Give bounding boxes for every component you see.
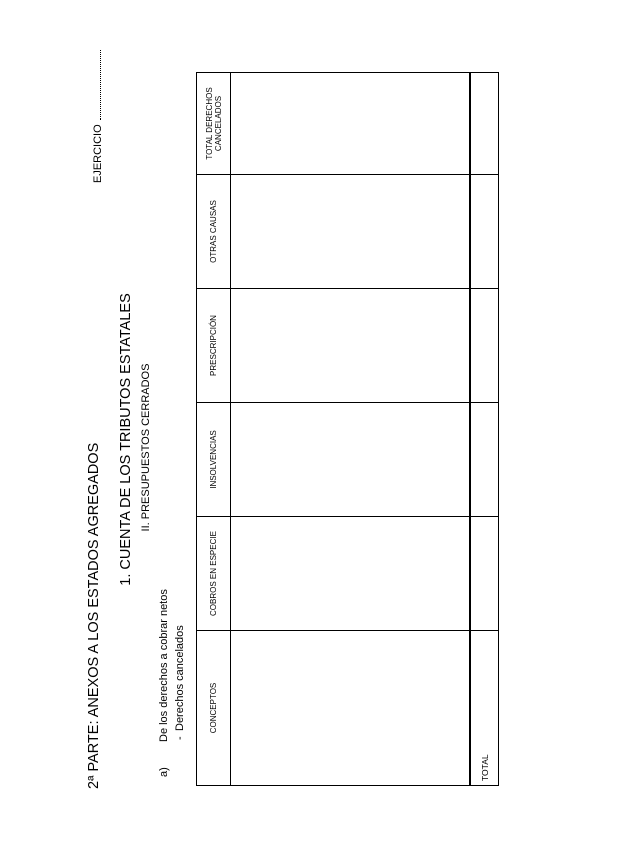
table-body-row xyxy=(231,73,471,786)
column-header-insolvencias: INSOLVENCIAS xyxy=(197,403,231,517)
total-derechos-cancelados-cell[interactable] xyxy=(231,73,471,175)
column-header-total-derechos-cancelados: TOTAL DERECHOS CANCELADOS xyxy=(197,73,231,175)
bullet-dash: - xyxy=(174,736,186,740)
column-header-otras-causas: OTRAS CAUSAS xyxy=(197,175,231,289)
total-total-derechos-cell[interactable] xyxy=(470,73,499,175)
total-label: TOTAL xyxy=(470,631,499,786)
page-subtitle-text: II. PRESUPUESTOS CERRADOS xyxy=(140,363,152,532)
ejercicio-blank xyxy=(91,50,101,120)
column-header-prescripcion: PRESCRIPCIÓN xyxy=(197,289,231,403)
page-subtitle xyxy=(140,0,152,859)
total-prescripcion-cell[interactable] xyxy=(470,289,499,403)
cancelled-rights-table xyxy=(196,72,499,786)
table-total-row xyxy=(470,73,499,786)
page-title-text: 1. CUENTA DE LOS TRIBUTOS ESTATALES xyxy=(118,293,134,586)
ejercicio-label: EJERCICIO xyxy=(92,124,104,183)
page-title xyxy=(118,0,134,859)
part-title: 2ª PARTE: ANEXOS A LOS ESTADOS AGREGADOS xyxy=(86,442,102,789)
section-letter: a) xyxy=(158,767,170,777)
ejercicio-field xyxy=(91,50,104,183)
section-heading: De los derechos a cobrar netos xyxy=(158,589,170,742)
total-cobros-en-especie-cell[interactable] xyxy=(470,517,499,631)
prescripcion-cell[interactable] xyxy=(231,289,471,403)
column-header-conceptos: CONCEPTOS xyxy=(197,631,231,786)
cobros-en-especie-cell[interactable] xyxy=(231,517,471,631)
table-header-row xyxy=(197,73,231,786)
total-otras-causas-cell[interactable] xyxy=(470,175,499,289)
section-subheading: Derechos cancelados xyxy=(174,625,186,731)
otras-causas-cell[interactable] xyxy=(231,175,471,289)
conceptos-cell[interactable] xyxy=(231,631,471,786)
column-header-cobros-en-especie: COBROS EN ESPECIE xyxy=(197,517,231,631)
insolvencias-cell[interactable] xyxy=(231,403,471,517)
total-insolvencias-cell[interactable] xyxy=(470,403,499,517)
